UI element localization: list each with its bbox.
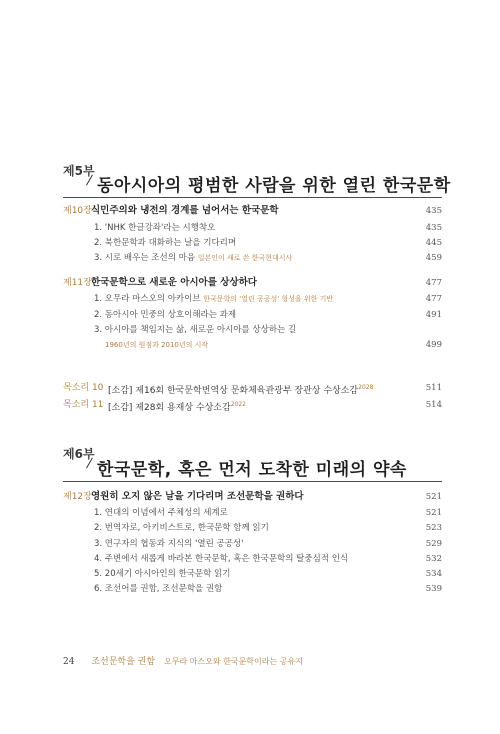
toc-item[interactable] xyxy=(63,552,442,566)
item-subtitle: 한국문학의 '열린 공공성' 형성을 위한 기반 xyxy=(203,295,334,303)
toc-item[interactable] xyxy=(63,506,442,520)
toc-item[interactable] xyxy=(63,308,442,322)
chapter-title: 식민주의와 냉전의 경계를 넘어서는 한국문학 xyxy=(91,205,279,216)
chapter-12-row[interactable] xyxy=(63,490,442,504)
item-title: 2. 동아시아 민중의 상호이해라는 과제 xyxy=(94,310,237,320)
toc-item[interactable] xyxy=(63,537,442,551)
page-footer xyxy=(63,654,303,667)
page-number: 499 xyxy=(425,340,442,350)
voice-title: [소감] 제28회 용재상 수상소감 xyxy=(108,403,231,413)
page-number: 532 xyxy=(425,554,442,564)
voice-year: 2022 xyxy=(230,401,246,408)
footer-book-title: 조선문학을 권함 xyxy=(91,657,156,667)
item-subtitle: 1960년의 원점과 2010년의 시작 xyxy=(105,341,209,349)
page-number: 534 xyxy=(425,569,442,579)
page-number: 539 xyxy=(425,584,442,594)
footer-book-subtitle: 오무라 마스오와 한국문학이라는 공유지 xyxy=(163,657,303,666)
toc-item[interactable] xyxy=(63,251,442,265)
item-title: 3. 아시아를 책임지는 삶, 새로운 아시아를 상상하는 길 xyxy=(94,325,297,335)
page-number: 523 xyxy=(425,523,442,533)
item-title: 1. 오무라 마스오의 아카이브 xyxy=(94,294,201,304)
item-title: 6. 조선어를 권함, 조선문학을 권함 xyxy=(94,584,223,594)
toc-subline[interactable] xyxy=(63,338,442,352)
toc-item[interactable] xyxy=(63,236,442,250)
voice-label: 목소리 10 xyxy=(63,383,104,393)
page-number: 445 xyxy=(425,238,442,248)
voice-title: [소감] 제16회 한국문학번역상 문화체육관광부 장관상 수상소감 xyxy=(108,386,359,396)
voice-row[interactable] xyxy=(63,381,442,395)
toc-item[interactable] xyxy=(63,521,442,535)
item-title: 2. 북한문학과 대화하는 날을 기다리며 xyxy=(94,238,237,248)
page-number: 477 xyxy=(425,294,442,304)
item-title: 1. 연대의 이념에서 주체성의 세계로 xyxy=(94,508,228,518)
item-title: 3. 연구자의 협동과 지식의 '열린 공공성' xyxy=(94,539,244,549)
toc-item[interactable] xyxy=(63,567,442,581)
toc-item[interactable] xyxy=(63,582,442,596)
item-title: 2. 번역자로, 아키비스트로, 한국문학 함께 읽기 xyxy=(94,523,269,533)
toc-item[interactable] xyxy=(63,221,442,235)
part6-label: 제6부 xyxy=(63,447,95,461)
page-number: 521 xyxy=(425,492,442,502)
footer-page-number: 24 xyxy=(63,657,75,667)
page-number: 514 xyxy=(425,400,442,410)
chapter-10-row[interactable] xyxy=(63,204,442,218)
chapter-label: 제10장 xyxy=(63,206,92,216)
part5-label: 제5부 xyxy=(63,164,95,178)
item-subtitle: 일본인이 새로 쓴 한국현대시사 xyxy=(197,254,293,262)
voice-row[interactable] xyxy=(63,398,442,412)
item-title: 5. 20세기 아시아인의 한국문학 읽기 xyxy=(94,569,231,579)
page-number: 529 xyxy=(425,539,442,549)
page-number: 511 xyxy=(425,383,442,393)
chapter-label: 제12장 xyxy=(63,492,92,502)
part6-title: 한국문학, 혹은 먼저 도착한 미래의 약속 xyxy=(97,460,407,480)
chapter-label: 제11장 xyxy=(63,278,92,288)
part6-rule xyxy=(63,481,442,482)
page-number: 459 xyxy=(425,253,442,263)
part5-rule xyxy=(63,197,442,198)
voice-label: 목소리 11 xyxy=(63,400,104,410)
item-title: 3. 시로 배우는 조선의 마음 xyxy=(94,253,196,263)
item-title: 4. 주변에서 새롭게 바라본 한국문학, 혹은 한국문학의 탈중심적 인식 xyxy=(94,554,349,564)
voice-year: 2028 xyxy=(358,384,374,391)
page-number: 435 xyxy=(425,206,442,216)
part5-title: 동아시아의 평범한 사람을 위한 열린 한국문학 xyxy=(97,176,451,196)
toc-item[interactable] xyxy=(63,323,442,337)
toc-item[interactable] xyxy=(63,292,442,306)
page-number: 521 xyxy=(425,508,442,518)
chapter-title: 영원히 오지 않은 날을 기다리며 조선문학을 권하다 xyxy=(91,491,304,502)
page-number: 477 xyxy=(425,278,442,288)
page-number: 491 xyxy=(425,310,442,320)
chapter-11-row[interactable] xyxy=(63,276,442,290)
chapter-title: 한국문학으로 새로운 아시아를 상상하다 xyxy=(91,277,257,288)
page-number: 435 xyxy=(425,223,442,233)
item-title: 1. 'NHK 한글강좌'라는 시행착오 xyxy=(94,223,216,233)
